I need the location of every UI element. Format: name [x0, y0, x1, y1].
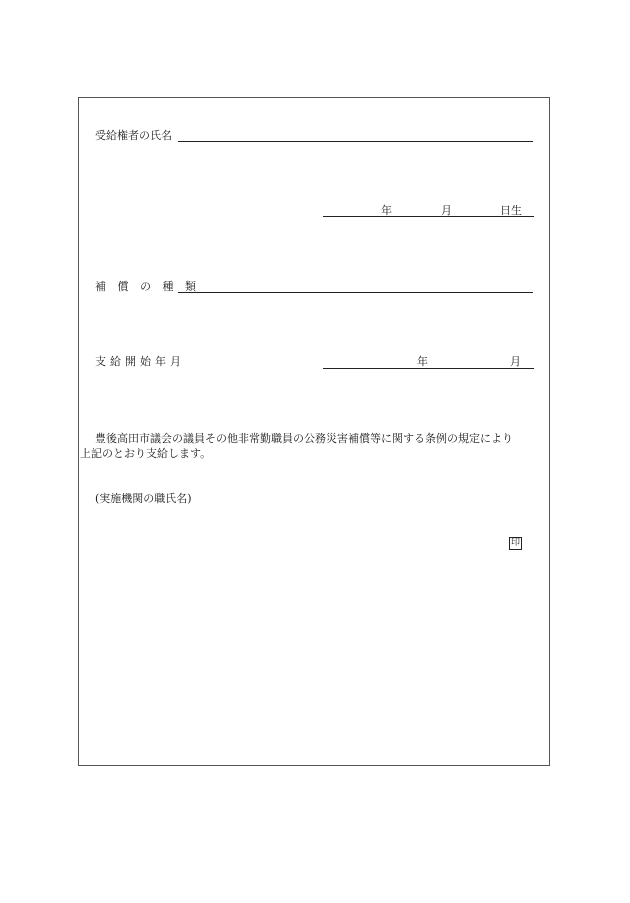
birth-day-unit: 日生: [500, 204, 522, 217]
payment-start-year-unit: 年: [417, 355, 428, 368]
birth-month-unit: 月: [441, 204, 452, 217]
recipient-name-label: 受給権者の氏名: [95, 129, 172, 142]
compensation-type-label: 補 償 の 種 類: [95, 280, 200, 293]
birth-year-unit: 年: [381, 204, 392, 217]
statement-line-2: 上記のとおり支給します。: [80, 447, 212, 460]
payment-start-field[interactable]: [323, 368, 534, 369]
seal-mark: 印: [510, 538, 520, 548]
recipient-name-field[interactable]: [178, 141, 533, 142]
agency-label: (実施機関の職氏名): [95, 492, 192, 505]
compensation-type-field[interactable]: [178, 292, 533, 293]
payment-start-label: 支給開始年月: [95, 355, 185, 368]
payment-start-month-unit: 月: [510, 355, 521, 368]
statement-line-1: 豊後高田市議会の議員その他非常勤職員の公務災害補償等に関する条例の規定により: [95, 432, 513, 445]
